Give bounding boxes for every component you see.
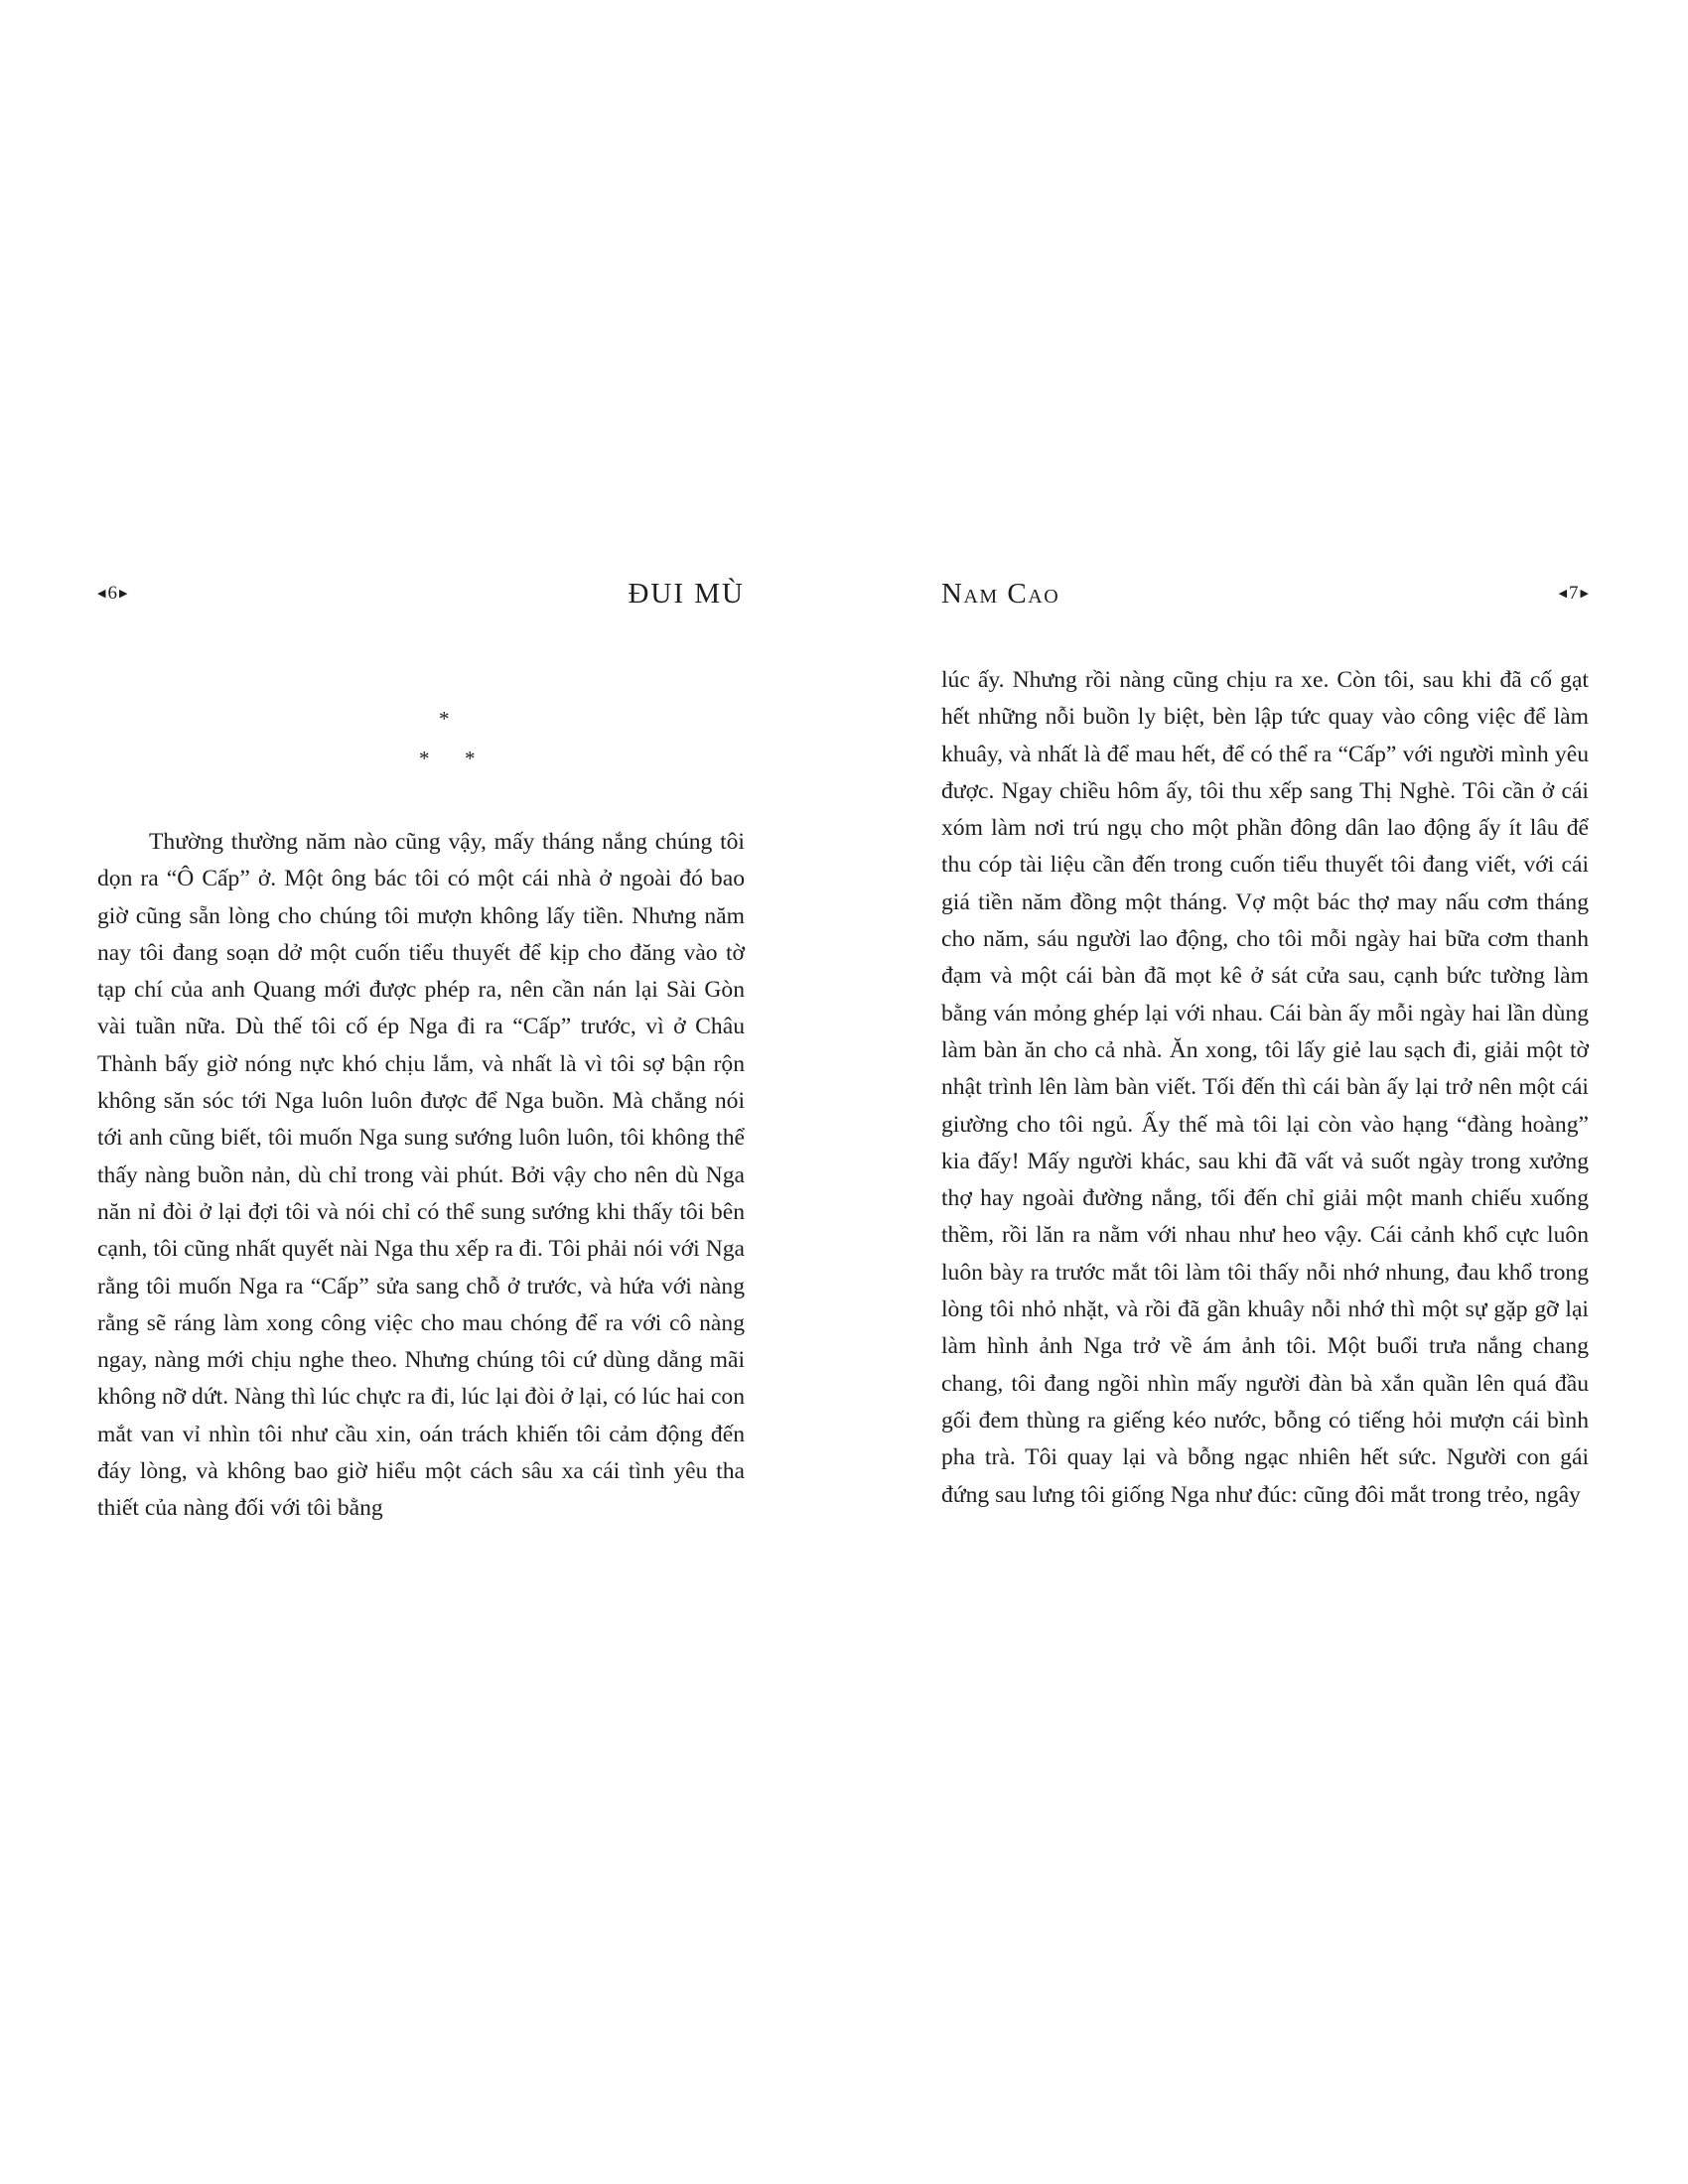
asterisk-bottom-left: * bbox=[419, 747, 430, 770]
asterisk-bottom-right: * bbox=[465, 747, 476, 770]
triangle-left-icon: ◀ bbox=[97, 587, 106, 600]
triangle-right-icon: ▶ bbox=[118, 587, 128, 600]
right-body-paragraph: lúc ấy. Nhưng rồi nàng cũng chịu ra xe. Còn tôi, sau khi đã cố gạt hết những nỗi buồn ly biệt, bèn lập tức quay vào công việc để làm khuây, và nhất là để mau hết, để có thể ra “Cấp” với người mình yêu được. Ngay chiều hôm ấy, tôi thu xếp sang Thị Nghè. Tôi cần ở cái xóm làm nơi trú ngụ cho một phần đông dân lao động ấy ít lâu để thu cóp tài liệu cần đến trong cuốn tiểu thuyết tôi đang viết, với cái giá tiền năm đồng một tháng. Vợ một bác thợ may nấu cơm tháng cho năm, sáu người lao động, cho tôi mỗi ngày hai bữa cơm thanh đạm và một cái bàn đã mọt kê ở sát cửa sau, cạnh bức tường làm bằng ván mỏng ghép lại với nhau. Cái bàn ấy mỗi ngày hai lần dùng làm bàn ăn cho cả nhà. Ăn xong, tôi lấy giẻ lau sạch đi, giải một tờ nhật trình lên làm bàn viết. Tối đến thì cái bàn ấy lại trở nên một cái giường cho tôi ngủ. Ấy thế mà tôi lại còn vào hạng “đàng hoàng” kia đấy! Mấy người khác, sau khi đã vất vả suốt ngày trong xưởng thợ hay ngoài đường nắng, tối đến chỉ giải một manh chiếu xuống thềm, rồi lăn ra nằm với nhau như heo vậy. Cái cảnh khổ cực luôn luôn bày ra trước mắt tôi làm tôi thấy nỗi nhớ nhung, đau khổ trong lòng tôi nhỏ nhặt, và rồi đã gần khuây nỗi nhớ thì một sự gặp gỡ lại làm hình ảnh Nga trở về ám ảnh tôi. Một buổi trưa nắng chang chang, tôi đang ngồi nhìn mấy người đàn bà xắn quần lên quá đầu gối đem thùng ra giếng kéo nước, bỗng có tiếng hỏi mượn cái bình pha trà. Tôi quay lại và bỗng ngạc nhiên hết sức. Người con gái đứng sau lưng tôi giống Nga như đúc: cũng đôi mắt trong trẻo, ngây bbox=[941, 667, 1589, 1508]
author-name-header: Nam Cao bbox=[941, 577, 1060, 610]
triangle-left-icon: ◀ bbox=[1558, 587, 1568, 600]
page-number-left bbox=[97, 583, 127, 605]
page-number-right bbox=[1559, 583, 1589, 605]
page-number-left-value: 6 bbox=[107, 583, 117, 604]
page-number-right-value: 7 bbox=[1569, 583, 1579, 604]
triangle-right-icon: ▶ bbox=[1580, 587, 1589, 600]
left-body-paragraph: Thường thường năm nào cũng vậy, mấy tháng nắng chúng tôi dọn ra “Ô Cấp” ở. Một ông bác tôi có một cái nhà ở ngoài đó bao giờ cũng sẵn lòng cho chúng tôi mượn không lấy tiền. Nhưng năm nay tôi đang soạn dở một cuốn tiểu thuyết để kịp cho đăng vào tờ tạp chí của anh Quang mới được phép ra, nên cần nán lại Sài Gòn vài tuần nữa. Dù thế tôi cố ép Nga đi ra “Cấp” trước, vì ở Châu Thành bấy giờ nóng nực khó chịu lắm, và nhất là vì tôi sợ bận rộn không săn sóc tới Nga luôn luôn được để Nga buồn. Mà chẳng nói tới anh cũng biết, tôi muốn Nga sung sướng luôn luôn, tôi không thể thấy nàng buồn nản, dù chỉ trong vài phút. Bởi vậy cho nên dù Nga năn nỉ đòi ở lại đợi tôi và nói chỉ có thể sung sướng khi thấy tôi bên cạnh, tôi cũng nhất quyết nài Nga thu xếp ra đi. Tôi phải nói với Nga rằng tôi muốn Nga ra “Cấp” sửa sang chỗ ở trước, và hứa với nàng rằng sẽ ráng làm xong công việc cho mau chóng để ra với cô nàng ngay, nàng mới chịu nghe theo. Nhưng chúng tôi cứ dùng dằng mãi không nỡ dứt. Nàng thì lúc chực ra đi, lúc lại đòi ở lại, có lúc hai con mắt van vỉ nhìn tôi như cầu xin, oán trách khiến tôi cảm động đến đáy lòng, và không bao giờ hiểu một cách sâu xa cái tình yêu tha thiết của nàng đối với tôi bằng bbox=[97, 829, 746, 1522]
left-running-header bbox=[97, 574, 745, 614]
section-break-asterism bbox=[0, 703, 844, 772]
asterisk-top: * bbox=[439, 707, 450, 731]
book-title-header: ĐUI MÙ bbox=[628, 577, 745, 610]
right-page bbox=[844, 0, 1688, 2184]
right-running-header bbox=[941, 574, 1589, 614]
